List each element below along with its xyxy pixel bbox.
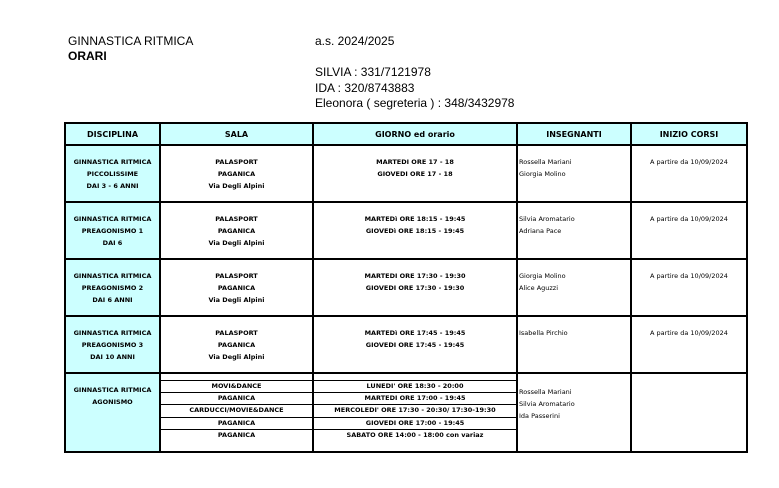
table-row: [65, 145, 747, 202]
disciplina-line: DAI 3 - 6 ANNI: [86, 182, 139, 190]
orario-subrow: MARTEDI ORE 17:00 - 19:45: [314, 393, 516, 405]
sala-line: PALASPORT: [215, 215, 258, 223]
sala-line: Via Degli Alpini: [208, 353, 265, 361]
column-header-giorno-orario: GIORNO ed orario: [313, 123, 517, 145]
inizio-cell: [631, 316, 747, 373]
disciplina-line: AGONISMO: [92, 398, 133, 406]
table-row: [65, 316, 747, 373]
insegnanti-cell: [517, 316, 631, 373]
sala-subrow: PAGANICA: [161, 393, 312, 405]
orari-cell: [313, 259, 517, 316]
orario-subrow: MERCOLEDI' ORE 17:30 - 20:30/ 17:30-19:30: [314, 405, 516, 417]
sala-subrow: CARDUCCI/MOVIE&DANCE: [161, 405, 312, 417]
insegnante-name: Silvia Aromatario: [519, 400, 575, 408]
orario-line: MARTEDI ORE 17 - 18: [376, 158, 454, 166]
disciplina-cell: [65, 145, 160, 202]
disciplina-line: GINNASTICA RITMICA: [73, 329, 152, 337]
disciplina-line: PREAGONISMO 2: [81, 284, 144, 292]
insegnante-name: Rossella Mariani: [519, 388, 572, 396]
sala-subrow: MOVI&DANCE: [161, 381, 312, 393]
insegnanti-cell: [517, 202, 631, 259]
sala-cell: [160, 145, 313, 202]
sala-subrow-empty: [161, 374, 312, 381]
inizio-text: A partire da 10/09/2024: [650, 158, 728, 166]
sala-line: PALASPORT: [215, 272, 258, 280]
insegnante-name: Adriana Pace: [519, 227, 562, 235]
sala-subrow: PAGANICA: [217, 430, 256, 439]
sala-line: PALASPORT: [215, 158, 258, 166]
sala-cell: [160, 373, 313, 452]
table-row: [65, 202, 747, 259]
orario-line: GIOVEDI ORE 17:30 - 19:30: [365, 284, 465, 292]
page-subtitle: ORARI: [68, 49, 107, 63]
orario-line: MARTEDI ORE 17:30 - 19:30: [364, 272, 466, 280]
insegnanti-cell: [517, 259, 631, 316]
insegnante-name: Giorgia Molino: [519, 170, 566, 178]
sala-line: Via Degli Alpini: [208, 239, 265, 247]
orari-cell: [313, 202, 517, 259]
disciplina-cell: [65, 316, 160, 373]
sala-line: PAGANICA: [217, 227, 256, 235]
school-year: a.s. 2024/2025: [315, 34, 395, 48]
column-header-disciplina: DISCIPLINA: [65, 123, 160, 145]
orario-subrow-empty: [314, 374, 516, 381]
disciplina-line: GINNASTICA RITMICA: [73, 158, 152, 166]
contact-segreteria: Eleonora ( segreteria ) : 348/3432978: [315, 96, 515, 110]
column-header-inizio-corsi: INIZIO CORSI: [631, 123, 747, 145]
sala-line: Via Degli Alpini: [208, 182, 265, 190]
disciplina-line: DAI 6: [102, 239, 123, 247]
table-row: [65, 259, 747, 316]
insegnante-name: Giorgia Molino: [519, 272, 566, 280]
sala-line: PALASPORT: [215, 329, 258, 337]
sala-cell: [160, 259, 313, 316]
insegnante-name: Isabella Pirchio: [519, 329, 568, 337]
sala-line: Via Degli Alpini: [208, 296, 265, 304]
insegnante-name: Ida Passerini: [519, 412, 560, 420]
disciplina-line: DAI 6 ANNI: [92, 296, 133, 304]
orario-subrow: SABATO ORE 14:00 - 18:00 con variaz: [346, 430, 484, 439]
contact-ida: IDA : 320/8743883: [315, 81, 415, 95]
schedule-table: [64, 122, 748, 453]
disciplina-line: PICCOLISSIME: [86, 170, 139, 178]
inizio-text: A partire da 10/09/2024: [650, 272, 728, 280]
sala-cell: [160, 202, 313, 259]
table-header-row: [65, 123, 747, 145]
inizio-cell: [631, 145, 747, 202]
insegnanti-cell: [517, 373, 631, 452]
inizio-cell: [631, 259, 747, 316]
disciplina-cell: [65, 259, 160, 316]
disciplina-line: DAI 10 ANNI: [90, 353, 135, 361]
page-title: GINNASTICA RITMICA: [68, 34, 194, 48]
inizio-text: A partire da 10/09/2024: [650, 329, 728, 337]
insegnante-name: Alice Aguzzi: [519, 284, 559, 292]
insegnante-name: Rossella Mariani: [519, 158, 572, 166]
orari-cell: [313, 145, 517, 202]
orari-cell: [313, 316, 517, 373]
disciplina-line: GINNASTICA RITMICA: [73, 272, 152, 280]
contact-silvia: SILVIA : 331/7121978: [315, 65, 431, 79]
sala-line: PAGANICA: [217, 170, 256, 178]
orario-line: MARTEDì ORE 17:45 - 19:45: [364, 329, 466, 337]
orario-line: GIOVEDI ORE 17 - 18: [377, 170, 453, 178]
disciplina-line: GINNASTICA RITMICA: [73, 386, 152, 394]
disciplina-cell: [65, 202, 160, 259]
sala-line: PAGANICA: [217, 341, 256, 349]
insegnanti-cell: [517, 145, 631, 202]
sala-line: PAGANICA: [217, 284, 256, 292]
sala-subrow: PAGANICA: [161, 418, 312, 430]
disciplina-line: PREAGONISMO 1: [81, 227, 144, 235]
orario-line: MARTEDì ORE 18:15 - 19:45: [364, 215, 466, 223]
inizio-cell: [631, 202, 747, 259]
disciplina-line: PREAGONISMO 3: [81, 341, 144, 349]
orario-line: GIOVEDì ORE 18:15 - 19:45: [365, 227, 465, 235]
table-row-agonismo: [65, 373, 747, 452]
orario-line: GIOVEDI ORE 17:45 - 19:45: [365, 341, 465, 349]
insegnante-name: Silvia Aromatario: [519, 215, 575, 223]
column-header-sala: SALA: [160, 123, 313, 145]
orario-subrow: LUNEDI' ORE 18:30 - 20:00: [314, 381, 516, 393]
inizio-text: A partire da 10/09/2024: [650, 215, 728, 223]
inizio-cell-empty: [631, 373, 747, 452]
disciplina-cell: [65, 373, 160, 452]
disciplina-line: GINNASTICA RITMICA: [73, 215, 152, 223]
sala-cell: [160, 316, 313, 373]
column-header-insegnanti: INSEGNANTI: [517, 123, 631, 145]
orari-cell: [313, 373, 517, 452]
orario-subrow: GIOVEDI ORE 17:00 - 19:45: [314, 418, 516, 430]
